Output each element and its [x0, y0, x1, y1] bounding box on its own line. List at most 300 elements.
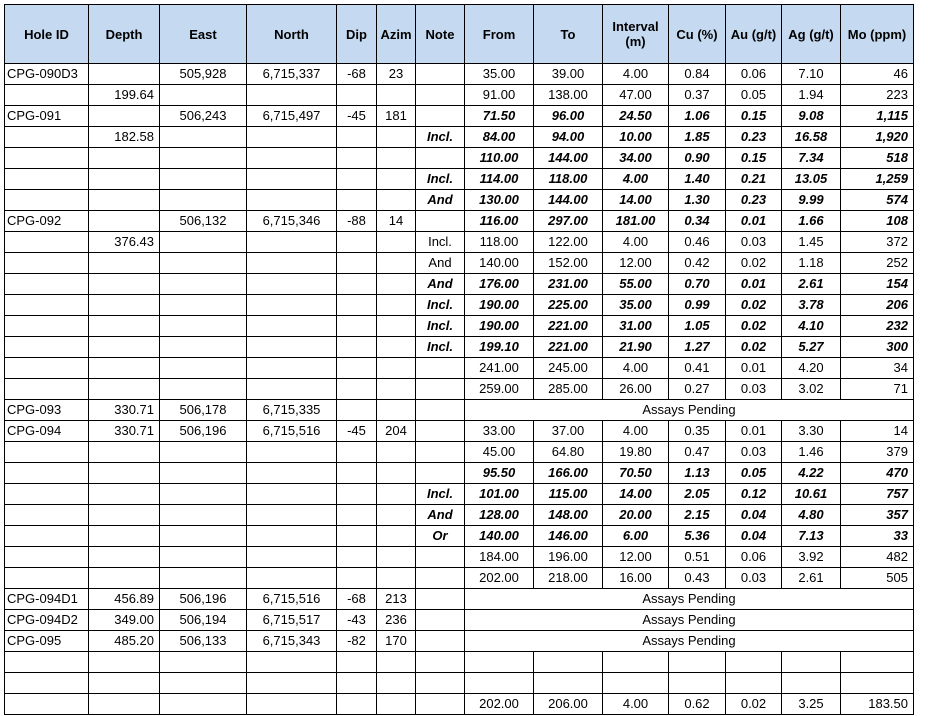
cell-mo: 154: [841, 274, 914, 295]
table-row: [5, 589, 914, 610]
cell-mo: 470: [841, 463, 914, 484]
cell-from: 95.50: [465, 463, 534, 484]
cell-interval: [603, 652, 669, 673]
header-interval: Interval (m): [603, 5, 669, 64]
cell-interval: 4.00: [603, 64, 669, 85]
cell-east: [160, 337, 247, 358]
cell-au: 0.02: [726, 337, 782, 358]
cell-depth: 330.71: [89, 421, 160, 442]
cell-au: 0.02: [726, 253, 782, 274]
cell-cu: 0.90: [669, 148, 726, 169]
cell-north: 6,715,335: [247, 400, 337, 421]
cell-depth: [89, 169, 160, 190]
cell-to: 206.00: [534, 694, 603, 715]
cell-to: 245.00: [534, 358, 603, 379]
cell-east: [160, 253, 247, 274]
cell-interval: 4.00: [603, 169, 669, 190]
cell-mo: 108: [841, 211, 914, 232]
cell-east: 506,243: [160, 106, 247, 127]
cell-ag: 1.45: [782, 232, 841, 253]
cell-east: [160, 274, 247, 295]
header-depth: Depth: [89, 5, 160, 64]
cell-north: 6,715,343: [247, 631, 337, 652]
cell-north: [247, 526, 337, 547]
cell-to: 221.00: [534, 337, 603, 358]
cell-hole-id: [5, 526, 89, 547]
table-row: [5, 400, 914, 421]
cell-north: [247, 673, 337, 694]
cell-ag: 1.46: [782, 442, 841, 463]
cell-cu: 0.84: [669, 64, 726, 85]
table-row: [5, 169, 914, 190]
cell-north: [247, 337, 337, 358]
cell-au: 0.01: [726, 421, 782, 442]
cell-interval: 181.00: [603, 211, 669, 232]
cell-azim: [377, 232, 416, 253]
cell-au: 0.03: [726, 232, 782, 253]
cell-au: 0.23: [726, 190, 782, 211]
cell-east: [160, 190, 247, 211]
cell-interval: 20.00: [603, 505, 669, 526]
cell-to: 138.00: [534, 85, 603, 106]
table-row: [5, 148, 914, 169]
cell-from: 140.00: [465, 253, 534, 274]
table-row: [5, 379, 914, 400]
cell-depth: [89, 547, 160, 568]
cell-cu: 0.62: [669, 694, 726, 715]
cell-mo: 183.50: [841, 694, 914, 715]
cell-cu: 1.13: [669, 463, 726, 484]
cell-north: 6,715,516: [247, 421, 337, 442]
cell-from: 190.00: [465, 316, 534, 337]
cell-interval: 70.50: [603, 463, 669, 484]
cell-hole-id: CPG-094: [5, 421, 89, 442]
table-row: [5, 316, 914, 337]
cell-au: 0.23: [726, 127, 782, 148]
cell-hole-id: CPG-093: [5, 400, 89, 421]
cell-interval: 12.00: [603, 547, 669, 568]
cell-dip: [337, 547, 377, 568]
cell-depth: [89, 463, 160, 484]
cell-depth: 330.71: [89, 400, 160, 421]
cell-azim: 204: [377, 421, 416, 442]
cell-mo: 206: [841, 295, 914, 316]
cell-interval: 10.00: [603, 127, 669, 148]
cell-from: 128.00: [465, 505, 534, 526]
table-row: [5, 463, 914, 484]
cell-to: [534, 652, 603, 673]
cell-ag: 4.20: [782, 358, 841, 379]
cell-note: Incl.: [416, 232, 465, 253]
table-row: [5, 253, 914, 274]
cell-hole-id: [5, 127, 89, 148]
cell-north: [247, 505, 337, 526]
cell-to: 148.00: [534, 505, 603, 526]
cell-east: [160, 526, 247, 547]
cell-azim: [377, 148, 416, 169]
cell-note: [416, 211, 465, 232]
header-au: Au (g/t): [726, 5, 782, 64]
cell-hole-id: [5, 505, 89, 526]
cell-cu: 0.27: [669, 379, 726, 400]
table-row: [5, 190, 914, 211]
cell-interval: 14.00: [603, 484, 669, 505]
cell-interval: 24.50: [603, 106, 669, 127]
cell-depth: [89, 148, 160, 169]
cell-note: [416, 85, 465, 106]
cell-hole-id: [5, 253, 89, 274]
cell-ag: 7.13: [782, 526, 841, 547]
cell-dip: [337, 274, 377, 295]
cell-ag: 10.61: [782, 484, 841, 505]
cell-dip: [337, 232, 377, 253]
cell-north: [247, 547, 337, 568]
cell-from: 190.00: [465, 295, 534, 316]
table-row: [5, 568, 914, 589]
cell-note: [416, 589, 465, 610]
cell-east: [160, 547, 247, 568]
cell-east: [160, 232, 247, 253]
cell-mo: 357: [841, 505, 914, 526]
cell-azim: [377, 316, 416, 337]
cell-azim: [377, 505, 416, 526]
cell-mo: 300: [841, 337, 914, 358]
table-row: [5, 274, 914, 295]
cell-cu: 2.05: [669, 484, 726, 505]
cell-east: 506,132: [160, 211, 247, 232]
cell-au: 0.03: [726, 568, 782, 589]
header-note: Note: [416, 5, 465, 64]
cell-dip: -45: [337, 421, 377, 442]
cell-north: 6,715,346: [247, 211, 337, 232]
cell-from: 35.00: [465, 64, 534, 85]
cell-au: 0.06: [726, 64, 782, 85]
cell-mo: 14: [841, 421, 914, 442]
cell-ag: 7.34: [782, 148, 841, 169]
cell-hole-id: [5, 547, 89, 568]
table-row: [5, 337, 914, 358]
cell-depth: [89, 190, 160, 211]
cell-from: 241.00: [465, 358, 534, 379]
cell-depth: [89, 211, 160, 232]
cell-cu: 0.46: [669, 232, 726, 253]
cell-cu: 1.85: [669, 127, 726, 148]
cell-au: 0.04: [726, 505, 782, 526]
cell-dip: [337, 85, 377, 106]
cell-east: 505,928: [160, 64, 247, 85]
cell-depth: [89, 316, 160, 337]
cell-hole-id: CPG-091: [5, 106, 89, 127]
cell-note: Incl.: [416, 316, 465, 337]
cell-dip: [337, 337, 377, 358]
cell-ag: [782, 673, 841, 694]
header-ag: Ag (g/t): [782, 5, 841, 64]
cell-hole-id: [5, 316, 89, 337]
cell-north: [247, 484, 337, 505]
cell-east: [160, 358, 247, 379]
cell-dip: [337, 526, 377, 547]
cell-hole-id: CPG-095: [5, 631, 89, 652]
cell-au: 0.03: [726, 379, 782, 400]
cell-ag: 2.61: [782, 568, 841, 589]
header-hole-id: Hole ID: [5, 5, 89, 64]
cell-au: 0.01: [726, 211, 782, 232]
table-row: [5, 211, 914, 232]
cell-cu: 2.15: [669, 505, 726, 526]
cell-depth: [89, 505, 160, 526]
cell-to: 144.00: [534, 190, 603, 211]
cell-east: [160, 673, 247, 694]
cell-note: [416, 547, 465, 568]
cell-east: 506,196: [160, 421, 247, 442]
cell-depth: [89, 484, 160, 505]
cell-ag: 1.66: [782, 211, 841, 232]
cell-to: 118.00: [534, 169, 603, 190]
cell-interval: 16.00: [603, 568, 669, 589]
cell-cu: 1.40: [669, 169, 726, 190]
cell-note: [416, 463, 465, 484]
cell-north: [247, 127, 337, 148]
cell-from: 45.00: [465, 442, 534, 463]
cell-north: [247, 253, 337, 274]
table-row: [5, 64, 914, 85]
cell-azim: [377, 253, 416, 274]
cell-dip: [337, 169, 377, 190]
cell-to: 39.00: [534, 64, 603, 85]
cell-to: 218.00: [534, 568, 603, 589]
assays-pending-label: Assays Pending: [465, 631, 914, 652]
cell-note: Incl.: [416, 295, 465, 316]
cell-hole-id: [5, 190, 89, 211]
cell-dip: [337, 568, 377, 589]
cell-from: 91.00: [465, 85, 534, 106]
cell-cu: 1.30: [669, 190, 726, 211]
cell-north: [247, 358, 337, 379]
cell-interval: 55.00: [603, 274, 669, 295]
cell-azim: [377, 673, 416, 694]
cell-ag: 4.80: [782, 505, 841, 526]
cell-hole-id: [5, 379, 89, 400]
cell-au: [726, 673, 782, 694]
header-from: From: [465, 5, 534, 64]
table-row: [5, 694, 914, 715]
cell-mo: [841, 652, 914, 673]
cell-cu: [669, 673, 726, 694]
cell-depth: [89, 337, 160, 358]
cell-dip: [337, 463, 377, 484]
cell-to: 221.00: [534, 316, 603, 337]
assays-pending-label: Assays Pending: [465, 400, 914, 421]
cell-depth: [89, 652, 160, 673]
cell-dip: [337, 127, 377, 148]
table-row: [5, 505, 914, 526]
cell-depth: 199.64: [89, 85, 160, 106]
cell-depth: 182.58: [89, 127, 160, 148]
cell-dip: [337, 652, 377, 673]
header-mo: Mo (ppm): [841, 5, 914, 64]
cell-from: 140.00: [465, 526, 534, 547]
cell-north: [247, 379, 337, 400]
cell-interval: 14.00: [603, 190, 669, 211]
cell-mo: 46: [841, 64, 914, 85]
cell-azim: [377, 295, 416, 316]
cell-east: [160, 169, 247, 190]
cell-dip: [337, 442, 377, 463]
cell-from: 202.00: [465, 694, 534, 715]
cell-hole-id: CPG-092: [5, 211, 89, 232]
cell-ag: 16.58: [782, 127, 841, 148]
cell-from: 114.00: [465, 169, 534, 190]
cell-note: [416, 442, 465, 463]
cell-interval: 4.00: [603, 694, 669, 715]
cell-au: 0.01: [726, 358, 782, 379]
cell-au: 0.15: [726, 106, 782, 127]
cell-cu: 0.47: [669, 442, 726, 463]
cell-note: [416, 673, 465, 694]
table-row: [5, 106, 914, 127]
cell-note: [416, 148, 465, 169]
table-row: [5, 484, 914, 505]
cell-depth: [89, 64, 160, 85]
cell-from: 101.00: [465, 484, 534, 505]
cell-azim: [377, 127, 416, 148]
cell-azim: 170: [377, 631, 416, 652]
cell-hole-id: [5, 673, 89, 694]
cell-ag: 13.05: [782, 169, 841, 190]
cell-to: 94.00: [534, 127, 603, 148]
cell-hole-id: [5, 232, 89, 253]
table-row: [5, 232, 914, 253]
cell-ag: 2.61: [782, 274, 841, 295]
cell-au: 0.21: [726, 169, 782, 190]
cell-north: [247, 442, 337, 463]
cell-dip: -68: [337, 64, 377, 85]
table-row: [5, 610, 914, 631]
cell-north: [247, 463, 337, 484]
cell-depth: [89, 295, 160, 316]
cell-north: [247, 190, 337, 211]
cell-note: [416, 400, 465, 421]
table-row: [5, 358, 914, 379]
cell-depth: 485.20: [89, 631, 160, 652]
cell-note: And: [416, 253, 465, 274]
cell-north: 6,715,517: [247, 610, 337, 631]
cell-east: [160, 85, 247, 106]
cell-interval: 19.80: [603, 442, 669, 463]
cell-mo: 1,259: [841, 169, 914, 190]
cell-mo: 372: [841, 232, 914, 253]
cell-east: [160, 652, 247, 673]
cell-note: [416, 421, 465, 442]
cell-depth: [89, 526, 160, 547]
cell-note: And: [416, 505, 465, 526]
cell-azim: [377, 169, 416, 190]
cell-hole-id: [5, 295, 89, 316]
cell-north: 6,715,516: [247, 589, 337, 610]
cell-east: 506,178: [160, 400, 247, 421]
cell-cu: 0.99: [669, 295, 726, 316]
cell-depth: [89, 274, 160, 295]
cell-hole-id: [5, 337, 89, 358]
cell-from: 199.10: [465, 337, 534, 358]
cell-ag: 4.10: [782, 316, 841, 337]
cell-to: 285.00: [534, 379, 603, 400]
table-row: [5, 547, 914, 568]
cell-depth: [89, 379, 160, 400]
cell-cu: 0.35: [669, 421, 726, 442]
cell-cu: 0.37: [669, 85, 726, 106]
cell-east: [160, 694, 247, 715]
cell-ag: 3.92: [782, 547, 841, 568]
cell-dip: [337, 148, 377, 169]
cell-east: [160, 463, 247, 484]
cell-azim: [377, 484, 416, 505]
cell-dip: [337, 190, 377, 211]
cell-azim: 14: [377, 211, 416, 232]
cell-dip: [337, 505, 377, 526]
cell-azim: [377, 337, 416, 358]
cell-depth: 456.89: [89, 589, 160, 610]
cell-depth: [89, 694, 160, 715]
cell-dip: [337, 673, 377, 694]
cell-interval: 4.00: [603, 358, 669, 379]
cell-interval: 6.00: [603, 526, 669, 547]
cell-azim: [377, 379, 416, 400]
cell-mo: 34: [841, 358, 914, 379]
cell-azim: [377, 568, 416, 589]
cell-to: 225.00: [534, 295, 603, 316]
cell-note: [416, 694, 465, 715]
cell-east: [160, 568, 247, 589]
cell-from: 116.00: [465, 211, 534, 232]
cell-interval: 12.00: [603, 253, 669, 274]
cell-dip: [337, 316, 377, 337]
cell-au: 0.02: [726, 694, 782, 715]
cell-ag: 9.99: [782, 190, 841, 211]
cell-north: [247, 295, 337, 316]
table-row: [5, 85, 914, 106]
cell-azim: 23: [377, 64, 416, 85]
cell-east: [160, 379, 247, 400]
cell-depth: [89, 442, 160, 463]
cell-azim: [377, 442, 416, 463]
cell-au: 0.05: [726, 463, 782, 484]
cell-azim: 236: [377, 610, 416, 631]
cell-north: 6,715,337: [247, 64, 337, 85]
cell-depth: [89, 673, 160, 694]
cell-cu: 0.51: [669, 547, 726, 568]
cell-ag: 3.25: [782, 694, 841, 715]
table-row: [5, 526, 914, 547]
cell-hole-id: [5, 358, 89, 379]
cell-note: [416, 106, 465, 127]
cell-interval: [603, 673, 669, 694]
cell-azim: 213: [377, 589, 416, 610]
cell-mo: 252: [841, 253, 914, 274]
assays-pending-label: Assays Pending: [465, 589, 914, 610]
cell-cu: 5.36: [669, 526, 726, 547]
cell-azim: [377, 190, 416, 211]
cell-ag: 7.10: [782, 64, 841, 85]
cell-interval: 47.00: [603, 85, 669, 106]
cell-hole-id: [5, 442, 89, 463]
cell-cu: 1.27: [669, 337, 726, 358]
cell-mo: 1,115: [841, 106, 914, 127]
cell-dip: -82: [337, 631, 377, 652]
cell-mo: 505: [841, 568, 914, 589]
cell-hole-id: [5, 568, 89, 589]
cell-au: 0.04: [726, 526, 782, 547]
